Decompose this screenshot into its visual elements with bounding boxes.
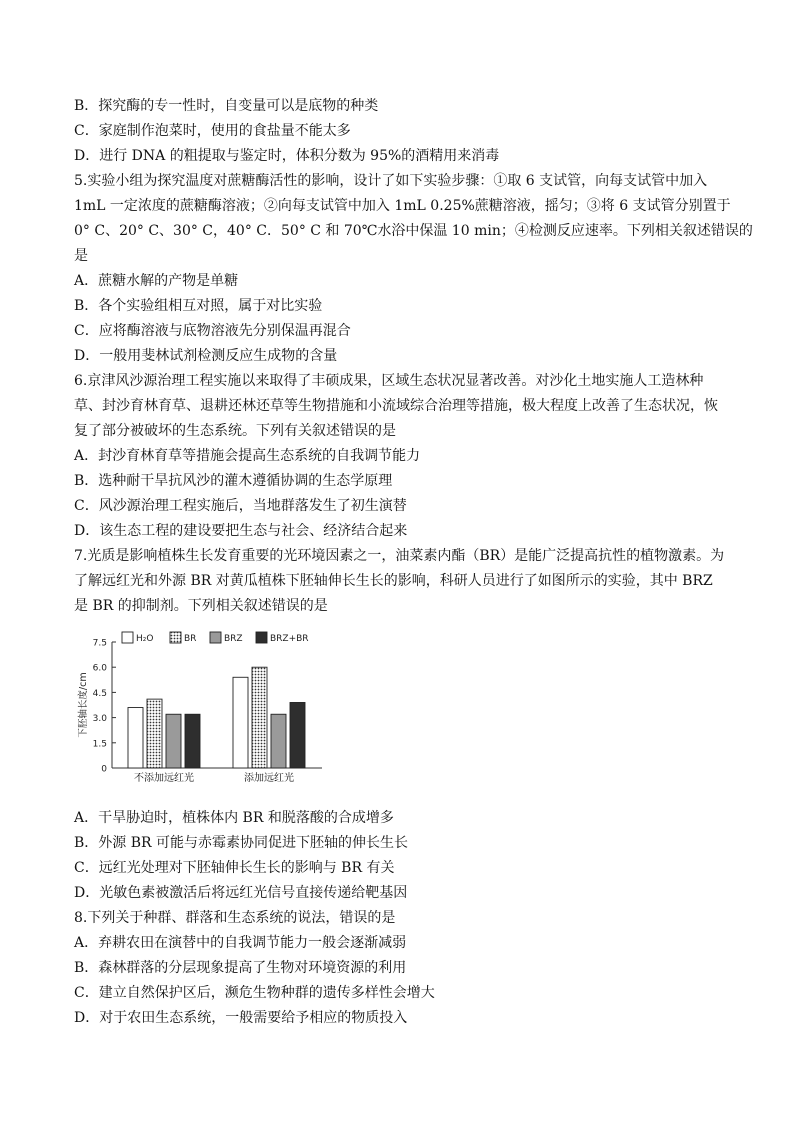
y-tick-label: 1.5 bbox=[92, 739, 107, 750]
option-b: B．外源 BR 可能与赤霉素协同促进下胚轴的伸长生长 bbox=[74, 835, 409, 851]
text-line: D．进行 DNA 的粗提取与鉴定时，体积分数为 95%的酒精用来消毒 bbox=[74, 148, 500, 164]
bar bbox=[252, 667, 267, 768]
y-tick-label: 3.0 bbox=[92, 714, 107, 725]
bar bbox=[147, 699, 162, 768]
bar bbox=[290, 702, 305, 768]
text-line: 1mL 一定浓度的蔗糖酶溶液；②向每支试管中加入 1mL 0.25%蔗糖溶液，摇匀；③将 6 支试管分别置于 bbox=[74, 198, 731, 214]
bar bbox=[233, 677, 248, 768]
option-c: C．风沙源治理工程实施后，当地群落发生了初生演替 bbox=[74, 498, 407, 514]
text-line: 0° C、20° C、30° C，40° C．50° C 和 70℃水浴中保温 10 min；④检测反应速率。下列相关叙述错误的 bbox=[74, 223, 753, 239]
bar bbox=[128, 708, 143, 768]
bar bbox=[271, 714, 286, 768]
option-d: D．该生态工程的建设要把生态与社会、经济结合起来 bbox=[74, 523, 408, 539]
y-tick-label: 6.0 bbox=[92, 663, 107, 674]
legend-swatch bbox=[122, 632, 133, 643]
option-b: B．各个实验组相互对照，属于对比实验 bbox=[74, 298, 323, 314]
legend-label: BRZ+BR bbox=[270, 634, 309, 644]
option-d: D．一般用斐林试剂检测反应生成物的含量 bbox=[74, 348, 338, 364]
y-tick-label: 0 bbox=[101, 764, 107, 775]
legend-swatch bbox=[210, 632, 221, 643]
question-8-stem: 8.下列关于种群、群落和生态系统的说法，错误的是 bbox=[74, 910, 396, 926]
bar bbox=[185, 714, 200, 768]
option-a: A．干旱胁迫时，植株体内 BR 和脱落酸的合成增多 bbox=[74, 810, 394, 826]
text-line: B．探究酶的专一性时，自变量可以是底物的种类 bbox=[74, 98, 379, 114]
bar-chart bbox=[74, 628, 334, 788]
option-c: C．远红光处理对下胚轴伸长生长的影响与 BR 有关 bbox=[74, 860, 395, 876]
legend-swatch bbox=[170, 632, 181, 643]
option-c: C．建立自然保护区后，濒危生物种群的遗传多样性会增大 bbox=[74, 985, 435, 1001]
text-line: 了解远红光和外源 BR 对黄瓜植株下胚轴伸长生长的影响，科研人员进行了如图所示的实验，其中 BRZ bbox=[74, 573, 713, 589]
question-5-stem: 5.实验小组为探究温度对蔗糖酶活性的影响，设计了如下实验步骤：①取 6 支试管，向每支试管中加入 bbox=[74, 173, 708, 189]
y-tick-label: 4.5 bbox=[92, 688, 107, 699]
option-b: B．森林群落的分层现象提高了生物对环境资源的利用 bbox=[74, 960, 407, 976]
text-line: C．家庭制作泡菜时，使用的食盐量不能太多 bbox=[74, 123, 351, 139]
bar-chart-svg bbox=[74, 628, 334, 788]
bar bbox=[166, 714, 181, 768]
question-7-stem: 7.光质是影响植株生长发育重要的光环境因素之一，油菜素内酯（BR）是能广泛提高抗性的植物激素。为 bbox=[74, 548, 725, 564]
legend-label: BRZ bbox=[224, 634, 243, 644]
y-axis-label: 下胚轴长度/cm bbox=[78, 672, 89, 738]
legend-label: H₂O bbox=[136, 634, 154, 644]
y-tick-label: 7.5 bbox=[92, 638, 107, 649]
option-d: D．对于农田生态系统，一般需要给予相应的物质投入 bbox=[74, 1010, 408, 1026]
legend-label: BR bbox=[184, 634, 197, 644]
x-category-label: 不添加远红光 bbox=[134, 773, 194, 784]
option-a: A．蔗糖水解的产物是单糖 bbox=[74, 273, 239, 289]
legend-swatch bbox=[256, 632, 267, 643]
text-line: 复了部分被破坏的生态系统。下列有关叙述错误的是 bbox=[74, 423, 396, 439]
question-6-stem: 6.京津风沙源治理工程实施以来取得了丰硕成果，区域生态状况显著改善。对沙化土地实施人工造林种 bbox=[74, 373, 704, 389]
text-line: 是 BR 的抑制剂。下列相关叙述错误的是 bbox=[74, 598, 328, 614]
text-line: 是 bbox=[74, 248, 88, 264]
option-a: A．封沙育林育草等措施会提高生态系统的自我调节能力 bbox=[74, 448, 421, 464]
option-d: D．光敏色素被激活后将远红光信号直接传递给靶基因 bbox=[74, 885, 408, 901]
option-c: C．应将酶溶液与底物溶液先分别保温再混合 bbox=[74, 323, 351, 339]
option-a: A．弃耕农田在演替中的自我调节能力一般会逐渐减弱 bbox=[74, 935, 407, 951]
x-category-label: 添加远红光 bbox=[244, 773, 294, 784]
text-line: 草、封沙育林育草、退耕还林还草等生物措施和小流域综合治理等措施，极大程度上改善了生态状况，恢 bbox=[74, 398, 718, 414]
option-b: B．选种耐干旱抗风沙的灌木遵循协调的生态学原理 bbox=[74, 473, 393, 489]
